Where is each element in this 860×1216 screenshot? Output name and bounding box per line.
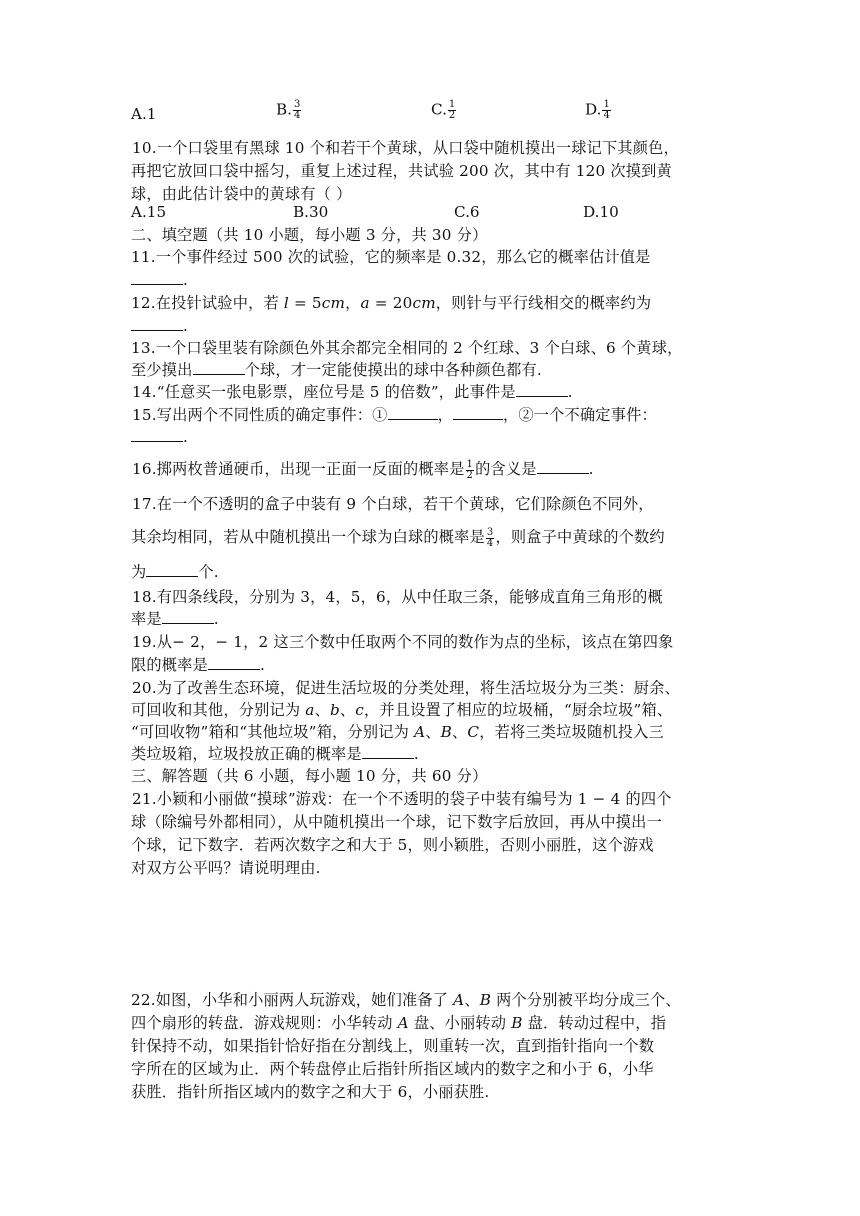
q9-option-b: B. $\frac{3}{4}$	[276, 99, 301, 121]
q21-line-3: 个球，记下数字．若两次数字之和大于 5，则小颖胜，否则小丽胜，这个游戏	[131, 836, 654, 854]
answer-blank[interactable]	[146, 562, 198, 577]
q19-line-1: 19.从− 2，− 1，2 这三个数中任取两个不同的数作为点的坐标，该点在第四象	[132, 633, 674, 651]
q22-line-2: 四个扇形的转盘．游戏规则：小华转动 A 盘、小丽转动 B 盘．转动过程中，指	[131, 1014, 667, 1032]
q22-line-5: 获胜．指针所指区域内的数字之和大于 6，小丽获胜.	[131, 1083, 490, 1101]
q22-line-1: 22.如图，小华和小丽两人玩游戏，她们准备了 A、B 两个分别被平均分成三个、	[131, 991, 681, 1009]
q20-line-1: 20.为了改善生态环境，促进生活垃圾的分类处理，将生活垃圾分为三类：厨余、	[132, 679, 680, 697]
answer-blank[interactable]	[131, 270, 183, 285]
q15-line-1: 15.写出两个不同性质的确定事件：① ， ，②一个不确定事件：	[132, 406, 657, 424]
q13-line-2: 至少摸出 个球，才一定能使摸出的球中各种颜色都有.	[131, 361, 542, 379]
answer-blank[interactable]	[516, 382, 568, 397]
answer-blank[interactable]	[453, 405, 503, 420]
q22-line-4: 字所在的区域为止．两个转盘停止后指针所指区域内的数字之和小于 6，小华	[131, 1060, 654, 1078]
q11-line-1: 11.一个事件经过 500 次的试验，它的频率是 0.32，那么它的概率估计值是	[131, 248, 651, 266]
answer-blank[interactable]	[131, 316, 183, 331]
q20-line-3: “可回收物”箱和“其他垃圾”箱，分别记为 A、B、C，若将三类垃圾随机投入三	[131, 723, 664, 741]
answer-blank[interactable]	[388, 405, 438, 420]
q21-line-1: 21.小颖和小丽做“摸球”游戏：在一个不透明的袋子中装有编号为 1 − 4 的四个	[132, 790, 672, 808]
q17-line-3: 为 个.	[131, 563, 219, 581]
q21-line-4: 对双方公平吗？请说明理由.	[131, 859, 321, 877]
q19-line-2: 限的概率是 .	[131, 656, 265, 674]
q17-line-1: 17.在一个不透明的盒子中装有 9 个白球，若干个黄球，它们除颜色不同外，	[132, 495, 654, 513]
q21-line-2: 球（除编号外都相同），从中随机摸出一个球，记下数字后放回，再从中摸出一	[131, 813, 662, 831]
q18-line-2: 率是 .	[131, 610, 219, 628]
q12-line-1: 12.在投针试验中，若 l = 5cm，a = 20cm，则针与平行线相交的概率约为	[131, 294, 652, 312]
section-2-heading: 二、填空题（共 10 小题，每小题 3 分，共 30 分）	[131, 226, 488, 244]
q9-option-c: C. $\frac{1}{2}$	[431, 99, 456, 121]
answer-blank[interactable]	[131, 427, 183, 442]
q15-line-2: .	[131, 426, 188, 448]
q12-line-2: .	[131, 315, 188, 337]
q10-option-c: C.6	[454, 203, 480, 221]
answer-blank[interactable]	[193, 360, 245, 375]
q20-line-2: 可回收和其他，分别记为 a、b、c，并且设置了相应的垃圾桶，“厨余垃圾”箱、	[131, 701, 673, 719]
answer-blank[interactable]	[362, 744, 414, 759]
q10-option-a: A.15	[131, 203, 167, 221]
q22-line-3: 针保持不动，如果指针恰好指在分割线上，则重转一次，直到指针指向一个数	[131, 1037, 655, 1055]
answer-blank[interactable]	[208, 655, 260, 670]
q16-line: 16.掷两枚普通硬币，出现一正面一反面的概率是 $\frac{1}{2}$ 的含义是 .	[132, 458, 594, 481]
q18-line-1: 18.有四条线段，分别为 3，4，5，6，从中任取三条，能够成直角三角形的概	[132, 588, 663, 606]
q9-option-a: A.1	[131, 105, 157, 123]
q13-line-1: 13.一个口袋里装有除颜色外其余都完全相同的 2 个红球、3 个白球、6 个黄球，	[131, 339, 683, 357]
q9-option-d: D. $\frac{1}{4}$	[585, 99, 610, 121]
q10-option-d: D.10	[583, 203, 619, 221]
q14-line: 14.“任意买一张电影票，座位号是 5 的倍数”，此事件是 .	[132, 383, 573, 401]
q10-line-2: 再把它放回口袋中摇匀，重复上述过程，共试验 200 次，其中有 120 次摸到黄	[131, 162, 672, 180]
answer-blank[interactable]	[537, 459, 589, 474]
q20-line-4: 类垃圾箱，垃圾投放正确的概率是 .	[131, 745, 419, 763]
answer-blank[interactable]	[162, 609, 214, 624]
q11-line-2: .	[131, 269, 188, 291]
q10-line-1: 10.一个口袋里有黑球 10 个和若干个黄球，从口袋中随机摸出一球记下其颜色，	[132, 139, 679, 157]
q10-option-b: B.30	[293, 203, 329, 221]
q10-line-3: 球，由此估计袋中的黄球有（ ）	[131, 185, 352, 203]
section-3-heading: 三、解答题（共 6 小题，每小题 10 分，共 60 分）	[131, 767, 488, 785]
q17-line-2: 其余均相同，若从中随机摸出一个球为白球的概率是 $\frac{3}{4}$ ，则盒子中黄球的个数约	[131, 526, 665, 549]
